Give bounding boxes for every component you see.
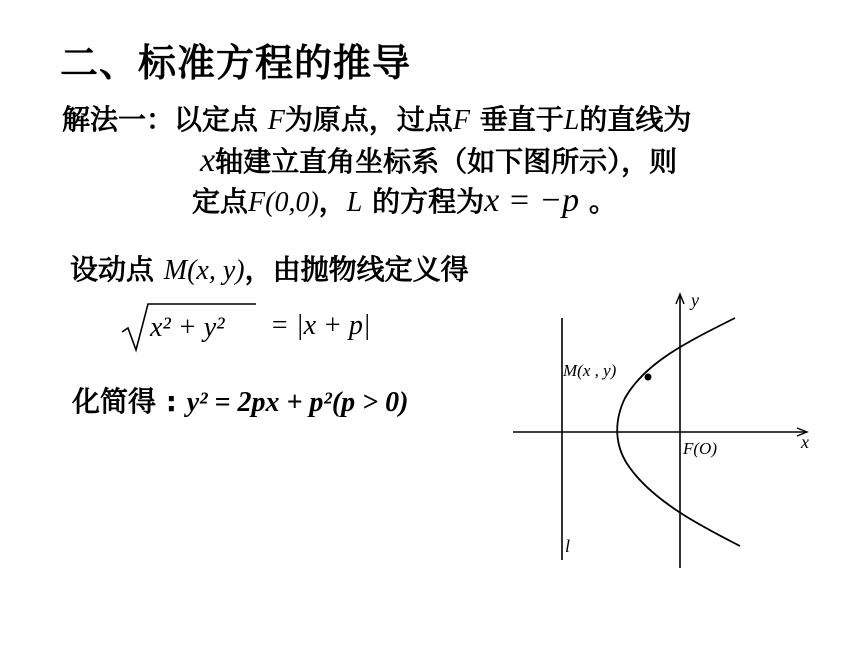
directrix-equation: x = −p xyxy=(484,182,580,219)
line-L: L xyxy=(563,105,580,136)
line-as-text: 的直线为 xyxy=(579,103,692,136)
method-line-2 xyxy=(200,140,677,180)
point-F: F xyxy=(267,105,285,136)
y-axis-label: y xyxy=(691,290,699,310)
method-line-3 xyxy=(192,180,617,220)
point-M-label: M(x , y) xyxy=(563,361,617,380)
period: 。 xyxy=(588,185,617,218)
parabola-diagram xyxy=(505,288,825,573)
as-origin-text: 为原点，过点 xyxy=(284,103,453,136)
simplify-label: 化简得 : xyxy=(72,385,177,418)
axis-text: 轴建立直角坐标系（如下图所示），则 xyxy=(215,145,678,178)
x-axis-var: x xyxy=(200,142,216,179)
simplify-line xyxy=(72,380,408,420)
comma: ， xyxy=(318,185,347,218)
point-F-2: F xyxy=(452,105,470,136)
let-prefix: 设动点 xyxy=(70,253,155,286)
abs-value-rhs: = |x + p| xyxy=(270,310,371,341)
sqrt-expression xyxy=(120,298,260,354)
method-line-1 xyxy=(62,98,691,138)
page-title: 二、标准方程的推导 xyxy=(60,41,412,85)
method-intro: 解法一：以定点 xyxy=(62,103,259,136)
x-axis-label: x xyxy=(801,432,809,452)
line-L-2: L xyxy=(346,187,363,218)
perp-text: 垂直于 xyxy=(479,103,564,136)
let-line xyxy=(70,248,469,288)
fixed-point-text: 定点 xyxy=(192,185,249,218)
directrix-label: l xyxy=(565,536,571,556)
eq-of-text: 的方程为 xyxy=(372,185,485,218)
focus-coordinate: F(0,0) xyxy=(248,187,319,218)
let-suffix: ，由抛物线定义得 xyxy=(244,253,469,286)
focus-label: F(O) xyxy=(683,439,717,458)
point-M-marker xyxy=(645,374,652,381)
moving-point-M: M(x, y) xyxy=(163,255,245,286)
sqrt-content: x² + y² xyxy=(150,312,225,343)
simplified-equation: y² = 2px + p²(p > 0) xyxy=(186,387,409,418)
